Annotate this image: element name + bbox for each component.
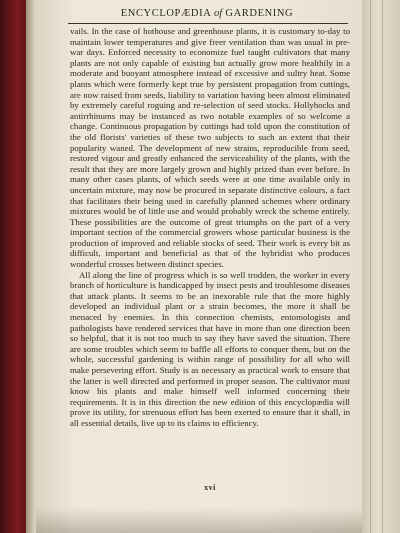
page-edge-line [370,0,371,533]
facing-page-edge [362,0,400,533]
body-paragraph: vails. In the case of hothouse and greenhouse plants, it is customary to-day to maintain lower temperatures and give freer ventilation than was usual in pre-war days. Enforced necessity to economize fuel taught cultivators that many plants are not only capable of existing but actually grow more healthily in a moderate and buoyant atmosphere instead of excessive and sultry heat. Some plants which were formerly kept true by persistent propagation from cuttings, are now raised from seeds, liability to variation having been almost eliminated by extremely careful roguing and re-selection of seed stocks. Hollyhocks and antirrhinums may be instanced as two notable examples of so welcome a change. Continuous propagation by cuttings had told upon the constitution of the old florists' varieties of these two subjects to such an extent that their popularity waned. The development of new strains, reproducible from seed, restored vigour and greatly enhanced the serviceability of the plants, with the result that they are more largely grown and highly prized than ever before. In many other cases plants, of which seeds were at one time available only in uncertain mixture, may now be procured in separate distinctive colours, a fact that facilitates their being used in carefully planned schemes where ordinary mixtures would be of little use and would probably wreck the scheme entirely. These possibilities are the outcome of great triumphs on the part of a very important section of the commercial growers whose particular business is the production of improved and reliable stocks of seed. Their work is every bit as difficult, important and beneficial as that of the hybridist who produces wonderful crosses between distinct species. [70,26,350,270]
body-paragraph: All along the line of progress which is so well trodden, the worker in every branch of horticulture is handicapped by insect pests and troublesome diseases that attack plants. It seems to be an inexorable rule that the more highly developed an individual plant or a strain becomes, the more it shall be menaced by enemies. In this connection chemists, entomologists and pathologists have rendered services that have in more than one direction been so helpful, that it is not too much to say they have saved the situation. There are some troubles which seem to baffle all efforts to conquer them, but on the whole, successful gardening is within range of possibility for all who will make persevering effort. Study is as necessary as practical work to ensure that the latter is well directed and performed in proper season. The cultivator must know his plants and make himself well informed concerning their requirements. It is in this direction the new edition of this encyclopædia will prove its utility, for strenuous effort has been exerted to ensure that it shall, in all essential details, live up to its claims to efficiency. [70,269,350,428]
page-edge-line [382,0,383,533]
header-rule [68,23,348,24]
header-title-after: GARDENING [222,8,294,19]
page-body [70,26,350,429]
header-title-of: of [214,8,223,19]
page-number: xvi [204,483,216,492]
header-title-before: ENCYCLOPÆDIA [120,8,215,19]
page-shadow [36,507,362,533]
running-header [64,4,350,24]
